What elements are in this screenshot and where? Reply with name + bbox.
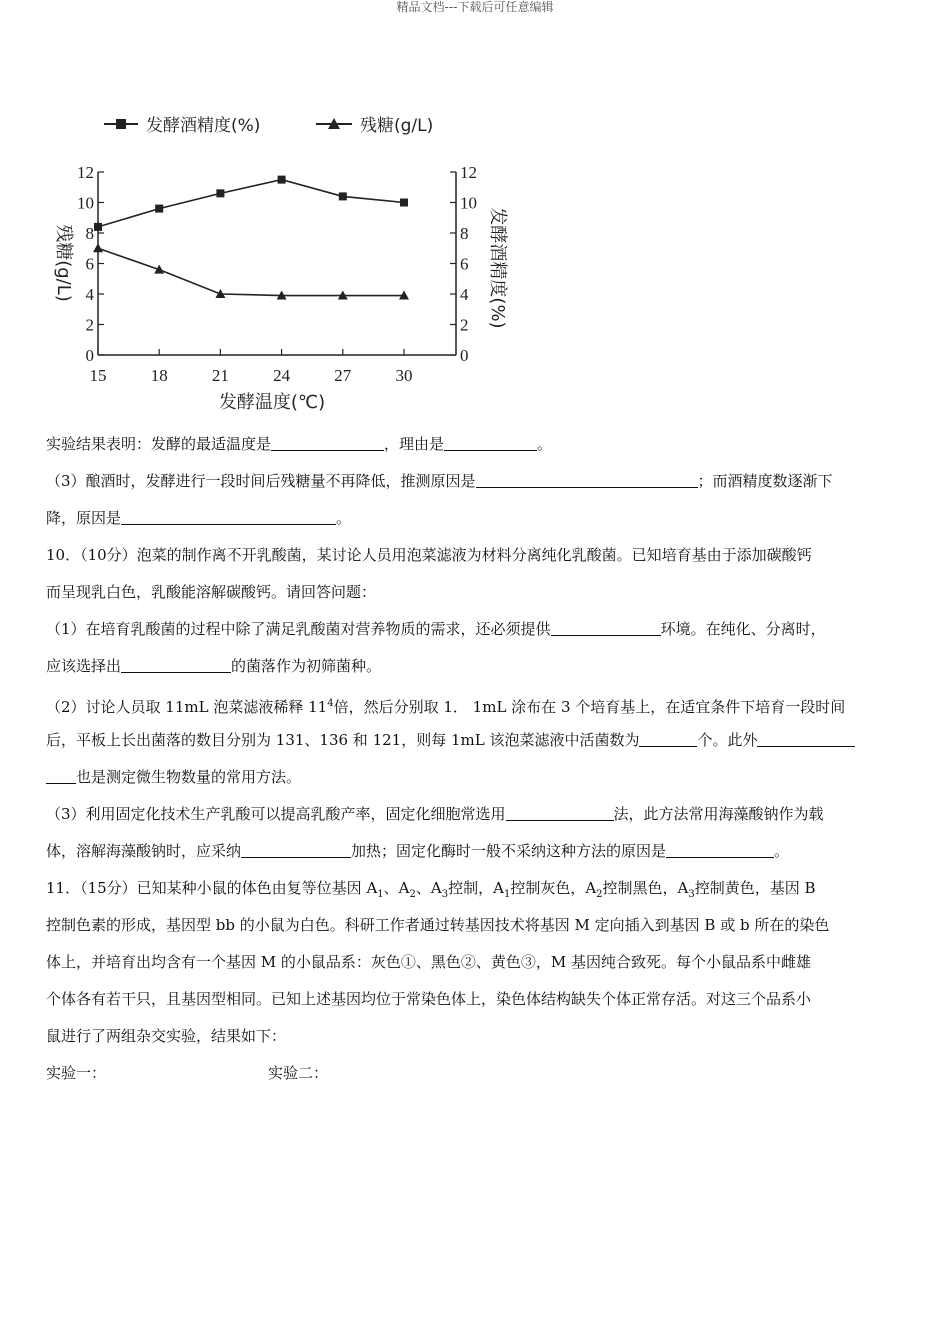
text-segment: 法，此方法常用海藻酸钠作为载 bbox=[613, 805, 824, 823]
text-segment: 实验结果表明：发酵的最适温度是 bbox=[46, 435, 272, 453]
answer-blank[interactable] bbox=[551, 615, 661, 636]
text-segment: 11．（15分）已知某种小鼠的体色由复等位基因 A bbox=[46, 879, 378, 897]
x-axis-label: 发酵温度(℃) bbox=[218, 392, 326, 413]
series-line-2 bbox=[98, 248, 404, 295]
square-point bbox=[339, 192, 347, 200]
text-line bbox=[46, 426, 906, 463]
text-segment: 控制黑色，A bbox=[602, 879, 689, 897]
text-segment: 降，原因是 bbox=[46, 509, 122, 527]
answer-blank[interactable] bbox=[271, 430, 384, 451]
right-tick-label: 8 bbox=[460, 224, 469, 243]
text-segment: 应该选择出 bbox=[46, 657, 122, 675]
text-segment: 控制色素的形成，基因型 bb 的小鼠为白色。科研工作者通过转基因技术将基因 M 定向插入到基因 B 或 b 所在的染色 bbox=[46, 916, 830, 934]
square-point bbox=[278, 176, 286, 184]
left-tick-label: 2 bbox=[85, 315, 94, 335]
right-tick-label: 10 bbox=[460, 193, 477, 213]
right-tick-label: 0 bbox=[460, 346, 469, 365]
left-tick-label: 10 bbox=[77, 193, 94, 213]
page-header: 精品文档---下载后可任意编辑 bbox=[396, 0, 554, 14]
right-tick-label: 4 bbox=[460, 285, 469, 304]
text-line bbox=[46, 944, 906, 981]
x-tick-label: 30 bbox=[395, 366, 413, 385]
answer-blank[interactable] bbox=[241, 837, 351, 858]
answer-blank[interactable] bbox=[639, 726, 697, 747]
right-tick-label: 12 bbox=[460, 163, 477, 182]
x-tick-label: 18 bbox=[150, 366, 168, 385]
text-segment: 控制，A bbox=[448, 879, 504, 897]
answer-blank[interactable] bbox=[506, 800, 614, 821]
right-tick-label: 6 bbox=[460, 254, 469, 274]
text-line bbox=[46, 796, 906, 833]
text-line bbox=[46, 685, 906, 722]
subscript: 2 bbox=[409, 889, 416, 900]
text-segment: 的菌落作为初筛菌种。 bbox=[231, 657, 382, 675]
right-axis-label: 发酵酒精度(%) bbox=[487, 207, 508, 329]
square-point bbox=[400, 199, 408, 207]
text-segment: 、A bbox=[383, 879, 410, 897]
text-line bbox=[46, 574, 906, 611]
text-segment: 体上，并培育出均含有一个基因 M 的小鼠品系：灰色①、黑色②、黄色③，M 基因纯合致死。每个小鼠品系中雌雄 bbox=[46, 953, 812, 971]
experiment-one-label: 实验一： bbox=[46, 1064, 107, 1082]
text-line bbox=[46, 463, 906, 500]
text-segment: 体，溶解海藻酸钠时，应采纳 bbox=[46, 842, 242, 860]
subscript: 1 bbox=[377, 889, 384, 900]
experiment-two-label: 实验二： bbox=[268, 1064, 329, 1082]
text-line bbox=[46, 722, 906, 759]
text-line bbox=[46, 611, 906, 648]
text-segment: 后，平板上长出菌落的数目分别为 131、136 和 121，则每 1mL 该泡菜滤液中活菌数为 bbox=[46, 731, 640, 749]
text-segment: （1）在培育乳酸菌的过程中除了满足乳酸菌对营养物质的需求，还必须提供 bbox=[46, 620, 551, 638]
square-point bbox=[94, 223, 102, 231]
subscript: 3 bbox=[688, 889, 695, 900]
subscript: 1 bbox=[503, 889, 511, 900]
legend-sugar: 残糖(g/L) bbox=[360, 116, 434, 136]
square-point bbox=[155, 205, 163, 213]
text-segment: 加热；固定化酶时一般不采纳这种方法的原因是 bbox=[351, 842, 667, 860]
question-text bbox=[46, 426, 906, 1092]
subscript: 3 bbox=[441, 889, 449, 900]
text-line bbox=[46, 981, 906, 1018]
answer-blank[interactable] bbox=[444, 430, 537, 451]
text-segment: 鼠进行了两组杂交实验，结果如下： bbox=[46, 1027, 287, 1045]
text-segment: 个。此外 bbox=[697, 731, 758, 749]
text-segment: 环境。在纯化、分离时， bbox=[660, 620, 826, 638]
triangle-point bbox=[93, 243, 103, 252]
answer-blank[interactable] bbox=[666, 837, 774, 858]
square-point bbox=[216, 189, 224, 197]
left-tick-label: 6 bbox=[85, 254, 94, 274]
text-segment: （2）讨论人员取 11mL 泡菜滤液稀释 11 bbox=[46, 698, 328, 716]
text-segment: 倍，然后分别取 1． 1mL 涂布在 3 个培育基上，在适宜条件下培育一段时间 bbox=[333, 698, 846, 716]
left-tick-label: 8 bbox=[85, 224, 94, 243]
text-line bbox=[46, 907, 906, 944]
text-line bbox=[46, 870, 906, 907]
text-segment: 10．（10分）泡菜的制作离不开乳酸菌，某讨论人员用泡菜滤液为材料分离纯化乳酸菌。已知培育基由于添加碳酸钙 bbox=[46, 546, 812, 564]
left-axis-label: 残糖(g/L) bbox=[53, 224, 74, 302]
answer-blank[interactable] bbox=[46, 763, 76, 784]
left-tick-label: 4 bbox=[85, 285, 94, 304]
right-tick-label: 2 bbox=[460, 315, 469, 335]
x-tick-label: 15 bbox=[89, 366, 107, 385]
legend-alcohol: 发酵酒精度(%) bbox=[146, 116, 261, 136]
chart-legend bbox=[104, 116, 433, 136]
left-tick-label: 12 bbox=[77, 163, 94, 182]
series-line-1 bbox=[98, 180, 404, 227]
text-segment: 也是测定微生物数量的常用方法。 bbox=[76, 768, 302, 786]
left-tick-label: 0 bbox=[85, 346, 94, 365]
answer-blank[interactable] bbox=[757, 726, 855, 747]
superscript: 4 bbox=[327, 698, 334, 709]
text-segment: （3）利用固定化技术生产乳酸可以提高乳酸产率，固定化细胞常选用 bbox=[46, 805, 506, 823]
text-segment: ；而酒精度数逐渐下 bbox=[697, 472, 833, 490]
x-tick-label: 27 bbox=[334, 366, 352, 385]
text-line bbox=[46, 648, 906, 685]
text-segment: 个体各有若干只，且基因型相同。已知上述基因均位于常染色体上，染色体结构缺失个体正常存活。对这三个品系小 bbox=[46, 990, 812, 1008]
answer-blank[interactable] bbox=[476, 467, 698, 488]
text-line bbox=[46, 1018, 906, 1055]
text-segment: 。 bbox=[336, 509, 352, 527]
text-segment: ，理由是 bbox=[384, 435, 445, 453]
text-line bbox=[46, 759, 906, 796]
subscript: 2 bbox=[596, 889, 603, 900]
answer-blank[interactable] bbox=[121, 504, 336, 525]
text-segment: 控制黄色，基因 B bbox=[694, 879, 816, 897]
text-line bbox=[46, 537, 906, 574]
answer-blank[interactable] bbox=[121, 652, 231, 673]
text-line bbox=[46, 833, 906, 870]
text-line bbox=[46, 500, 906, 537]
text-segment: 、A bbox=[415, 879, 442, 897]
text-segment: 。 bbox=[537, 435, 553, 453]
text-segment: 。 bbox=[774, 842, 790, 860]
text-line bbox=[46, 1055, 906, 1092]
text-segment: 而呈现乳白色，乳酸能溶解碳酸钙。请回答问题： bbox=[46, 583, 377, 601]
legend-square-marker bbox=[116, 119, 126, 129]
line-chart bbox=[40, 100, 520, 420]
x-tick-label: 21 bbox=[211, 366, 229, 385]
x-tick-label: 24 bbox=[273, 366, 291, 385]
text-segment: （3）酿酒时，发酵进行一段时间后残糖量不再降低，推测原因是 bbox=[46, 472, 476, 490]
text-segment: 控制灰色，A bbox=[510, 879, 597, 897]
